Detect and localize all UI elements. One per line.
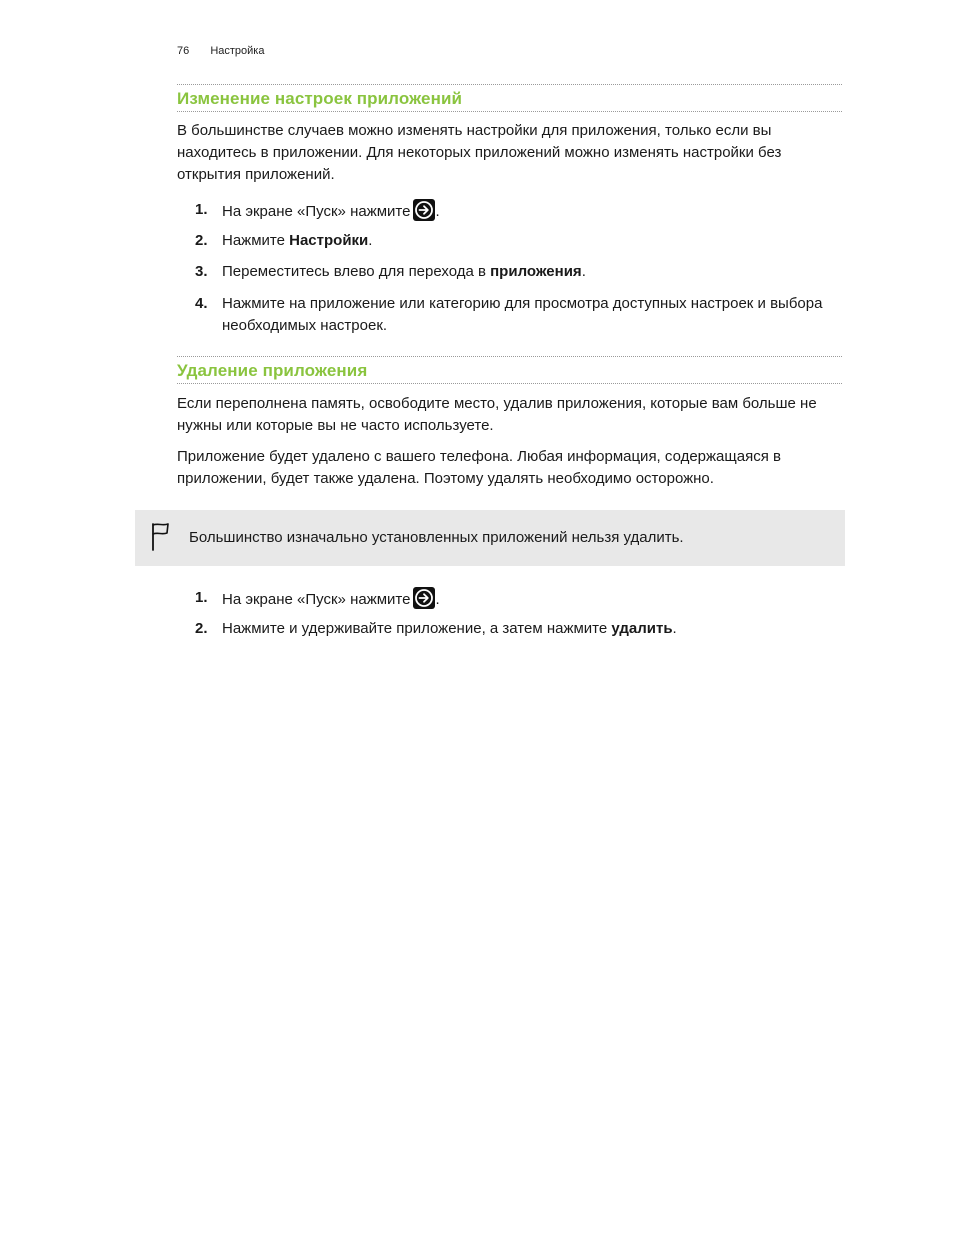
step-bold-term: Настройки	[289, 232, 369, 249]
section-heading-remove-app: Удаление приложения	[177, 361, 368, 380]
list-item	[195, 261, 835, 283]
step-text: На экране «Пуск» нажмите	[222, 203, 411, 220]
page-header	[177, 45, 264, 57]
step-suffix: .	[672, 620, 677, 637]
section-divider	[177, 383, 842, 384]
step-text: На экране «Пуск» нажмите	[222, 591, 411, 608]
step-text: Нажмите на приложение или категорию для просмотра доступных настроек и выбора необходимых настроек.	[222, 295, 823, 334]
step-number: 3.	[195, 263, 208, 280]
step-suffix: .	[368, 232, 373, 249]
section2-paragraph-1: Если переполнена память, освободите место, удалив приложения, которые вам больше не нужны или которые вы не часто используете.	[177, 395, 817, 434]
note-text: Большинство изначально установленных приложений нельзя удалить.	[189, 529, 684, 546]
page-number: 76	[177, 45, 190, 57]
step-suffix: .	[435, 591, 440, 608]
step-number: 1.	[195, 201, 208, 218]
arrow-right-circle-icon	[413, 587, 435, 609]
section1-intro: В большинстве случаев можно изменять настройки для приложения, только если вы находитесь в приложении. Для некоторых приложений можно изменять настройки без открытия приложений.	[177, 122, 782, 183]
arrow-right-circle-icon	[413, 199, 435, 221]
note-box	[135, 510, 845, 566]
list-item	[195, 587, 835, 611]
section-divider	[177, 111, 842, 112]
step-number: 2.	[195, 232, 208, 249]
list-item	[195, 293, 835, 337]
section-divider	[177, 84, 842, 85]
step-text: Нажмите и удерживайте приложение, а затем нажмите	[222, 620, 612, 637]
step-bold-term: приложения	[490, 263, 582, 280]
step-text: Переместитесь влево для перехода в	[222, 263, 491, 280]
step-suffix: .	[581, 263, 586, 280]
section-heading-change-settings: Изменение настроек приложений	[177, 89, 463, 108]
step-number: 4.	[195, 295, 208, 312]
list-item	[195, 230, 835, 252]
step-suffix: .	[435, 203, 440, 220]
flag-icon	[149, 521, 171, 553]
header-section: Настройка	[210, 45, 265, 57]
step-number: 1.	[195, 589, 208, 606]
list-item	[195, 618, 835, 640]
step-text: Нажмите	[222, 232, 290, 249]
section2-paragraph-2: Приложение будет удалено с вашего телефона. Любая информация, содержащаяся в приложении, будет также удалена. Поэтому удалять необходимо осторожно.	[177, 448, 781, 487]
list-item	[195, 199, 835, 223]
step-bold-term: удалить	[611, 620, 673, 637]
section-divider	[177, 356, 842, 357]
step-number: 2.	[195, 620, 208, 637]
